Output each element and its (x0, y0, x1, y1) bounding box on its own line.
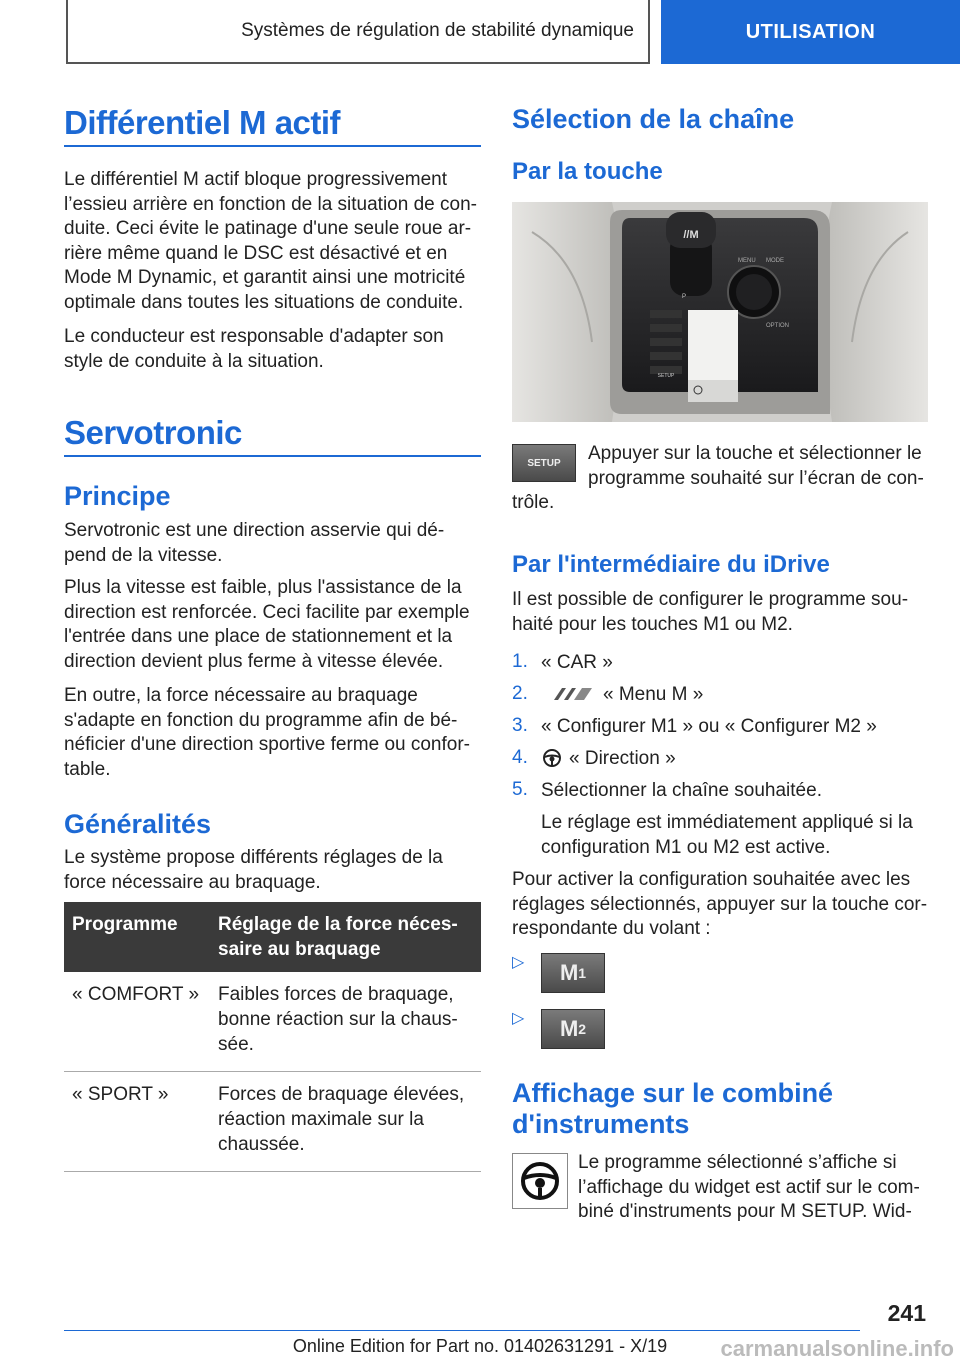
heading-principe: Principe (64, 481, 171, 511)
paragraph-touche-b: trôle. (512, 492, 555, 513)
paragraph-diff-2: Le conducteur est responsable d'adapter son style de conduite à la situation. (64, 326, 444, 372)
footer-edition: Online Edition for Part no. 01402631291 - X/19 (292, 1336, 668, 1356)
table-cell-program: « SPORT » (64, 1072, 210, 1172)
center-console-photo (512, 202, 928, 422)
step-text: « Menu M » (603, 684, 704, 705)
heading-par-touche: Par la touche (512, 158, 663, 185)
heading-par-idrive: Par l'intermédiaire du iDrive (512, 551, 830, 578)
photo-button-setup: SETUP (657, 373, 675, 379)
step-text: « CAR » (541, 652, 613, 673)
paragraph-display: Le programme sélectionné s’affiche si l’affichage du widget est actif sur le com- biné d'instruments pour M SETUP. Wid- (578, 1152, 920, 1222)
chapter-title: UTILISATION (745, 20, 876, 43)
steering-wheel-icon (542, 748, 562, 768)
table-cell-setting: Forces de braquage élevées, réaction maximale sur la chaussée. (210, 1072, 481, 1172)
step-number: 4. (512, 747, 528, 768)
bullet-icon: ▷ (512, 1010, 525, 1027)
paragraph-diff-1: Le différentiel M actif bloque progressivement l’essieu arrière en fonction de la situation de con- duite. Ceci évite le patinage d'une seule roue ar- rière même quand le DSC est désactivé et en Mode M Dynamic, et garantit ainsi une motricité optimale dans toutes les situations de conduite. (64, 169, 477, 313)
heading-generalites: Généralités (64, 809, 212, 839)
step-text: Sélectionner la chaîne souhaitée. (541, 780, 822, 801)
paragraph-principe-1: Servotronic est une direction asservie qui dé- pend de la vitesse. (64, 520, 445, 566)
photo-button-option: OPTION (766, 323, 790, 329)
paragraph-idrive: Il est possible de configurer le programme sou- haité pour les touches M1 ou M2. (512, 589, 909, 635)
table-header-program: Programme (64, 902, 210, 972)
paragraph-principe-3: En outre, la force nécessaire au braquage s'adapte en fonction du programme afin de bé- néficier d'une direction sportive ferme ou confor- table. (64, 685, 470, 780)
paragraph-touche-a: Appuyer sur la touche et sélectionner le programme souhaité sur l’écran de con- (588, 443, 924, 489)
photo-button-p: P (682, 294, 687, 300)
heading-differentiel: Différentiel M actif (64, 104, 341, 141)
setup-key-icon: SETUP (512, 444, 576, 482)
paragraph-principe-2: Plus la vitesse est faible, plus l'assistance de la direction est renforcée. Ceci facilite par exemple l'entrée dans une place de stationnement et la direction devient plus ferme à vitesse élevée. (64, 577, 470, 672)
heading-affichage: Affichage sur le combiné d'instruments (512, 1078, 834, 1139)
m2-key-icon: M 2 (541, 1009, 605, 1049)
table-row (64, 972, 481, 1072)
step5-note: Le réglage est immédiatement appliqué si la configuration M1 ou M2 est active. (541, 812, 913, 858)
heading-selection: Sélection de la chaîne (512, 104, 795, 134)
heading-rule (64, 145, 481, 147)
table-header-setting: Réglage de la force néces-saire au braquage (210, 902, 481, 972)
step-number: 1. (512, 651, 528, 672)
watermark: carmanualsonline.info (720, 1336, 954, 1361)
m1-key-icon: M 1 (541, 953, 605, 993)
paragraph-generalites: Le système propose différents réglages de la force nécessaire au braquage. (64, 847, 443, 893)
table-row (64, 1072, 481, 1172)
steering-table (64, 902, 481, 1172)
center-console-illustration (512, 202, 928, 422)
step-text: « Direction » (569, 748, 676, 769)
page-number: 241 (887, 1300, 926, 1326)
table-header-row (64, 902, 481, 972)
steering-display-icon (512, 1153, 568, 1209)
bullet-icon: ▷ (512, 954, 525, 971)
table-cell-setting: Faibles forces de braquage, bonne réaction sur la chaus-sée. (210, 972, 481, 1072)
paragraph-activate: Pour activer la configuration souhaitée avec les réglages sélectionnés, appuyer sur la touche cor- respondante du volant : (512, 869, 928, 939)
heading-servotronic: Servotronic (64, 414, 242, 451)
photo-button-mode: MODE (766, 258, 784, 264)
table-cell-program: « COMFORT » (64, 972, 210, 1072)
step-number: 3. (512, 715, 528, 736)
photo-button-menu: MENU (738, 258, 756, 264)
section-title: Systèmes de régulation de stabilité dynamique (241, 20, 634, 41)
section-header (66, 0, 650, 64)
heading-rule (64, 455, 481, 457)
step-number: 5. (512, 779, 528, 800)
chapter-tab (661, 0, 960, 64)
footer-rule (64, 1330, 860, 1331)
m-menu-icon (548, 686, 596, 702)
step-number: 2. (512, 683, 528, 704)
step-text: « Configurer M1 » ou « Configurer M2 » (541, 716, 877, 737)
svg-text://M: //M (683, 229, 699, 241)
